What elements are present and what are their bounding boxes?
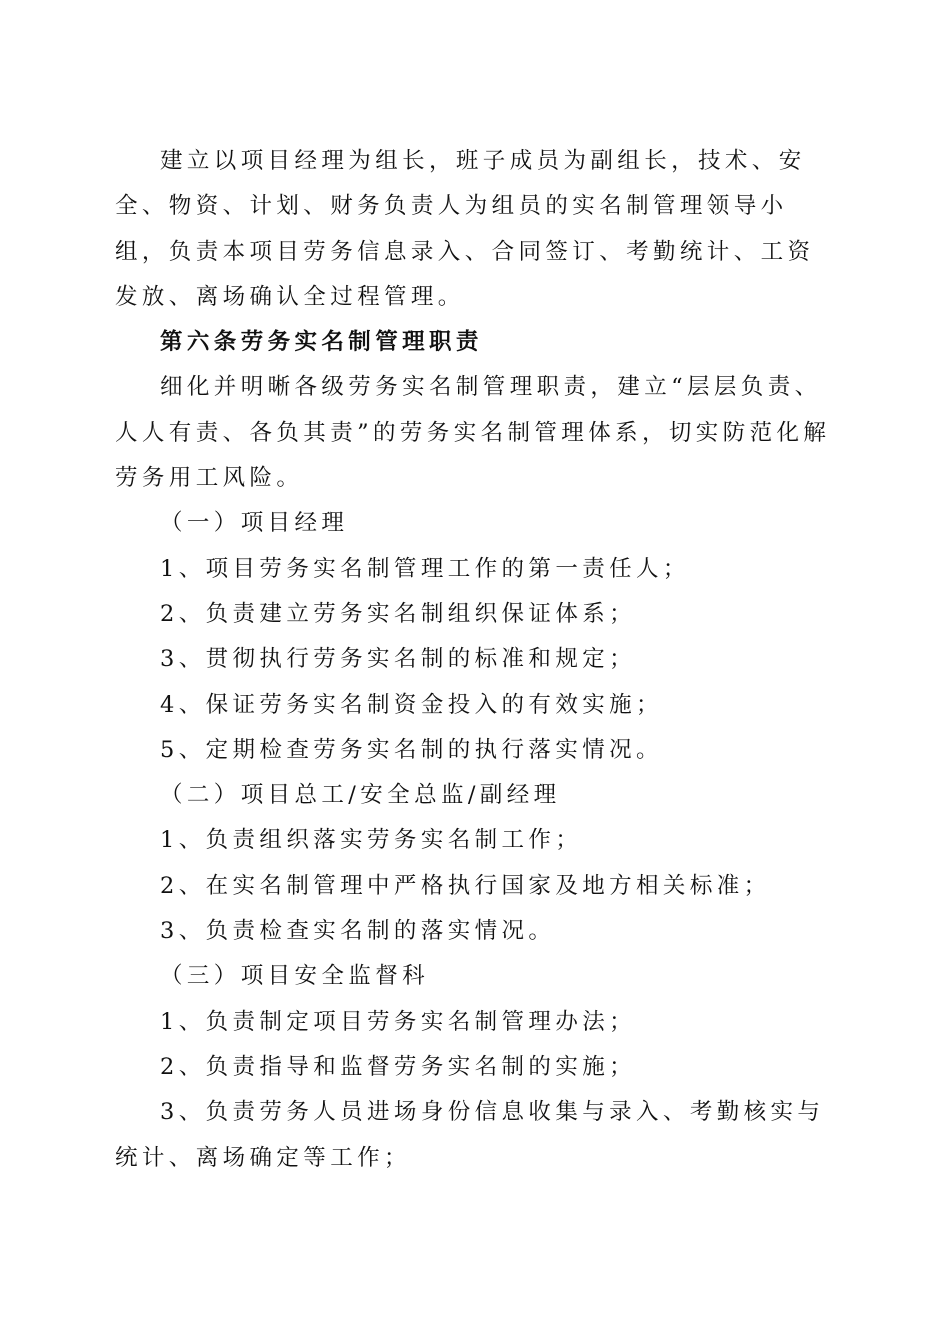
list-item: 2、负责建立劳务实名制组织保证体系； [160,600,637,627]
list-item: 1、负责组织落实劳务实名制工作； [160,827,583,854]
section-chief-engineer: （二）项目总工/安全总监/副经理 [160,782,561,809]
article-six-heading: 第六条劳务实名制管理职责 [160,329,483,356]
list-item: 3、负责检查实名制的落实情况。 [160,918,556,945]
document-body [115,139,831,1181]
list-item: 2、负责指导和监督劳务实名制的实施； [160,1053,637,1080]
list-item: 4、保证劳务实名制资金投入的有效实施； [160,691,663,718]
list-item: 2、在实名制管理中严格执行国家及地方相关标准； [160,872,771,899]
list-item: 3、负责劳务人员进场身份信息收集与录入、考勤核实与统计、离场确定等工作； [115,1099,825,1171]
paragraph-responsibility-system: 细化并明晰各级劳务实名制管理职责，建立“层层负责、人人有责、各负其责”的劳务实名制管理体系，切实防范化解劳务用工风险。 [115,374,831,492]
paragraph-leadership-group: 建立以项目经理为组长，班子成员为副组长，技术、安全、物资、计划、财务负责人为组员的实名制管理领导小组，负责本项目劳务信息录入、合同签订、考勤统计、工资发放、离场确认全过程管理。 [115,148,815,310]
list-item: 3、贯彻执行劳务实名制的标准和规定； [160,646,637,673]
list-item: 1、负责制定项目劳务实名制管理办法； [160,1008,637,1035]
section-safety-supervision: （三）项目安全监督科 [160,963,430,990]
list-item: 1、项目劳务实名制管理工作的第一责任人； [160,555,690,582]
section-project-manager: （一）项目经理 [160,510,349,537]
list-item: 5、定期检查劳务实名制的执行落实情况。 [160,736,663,763]
